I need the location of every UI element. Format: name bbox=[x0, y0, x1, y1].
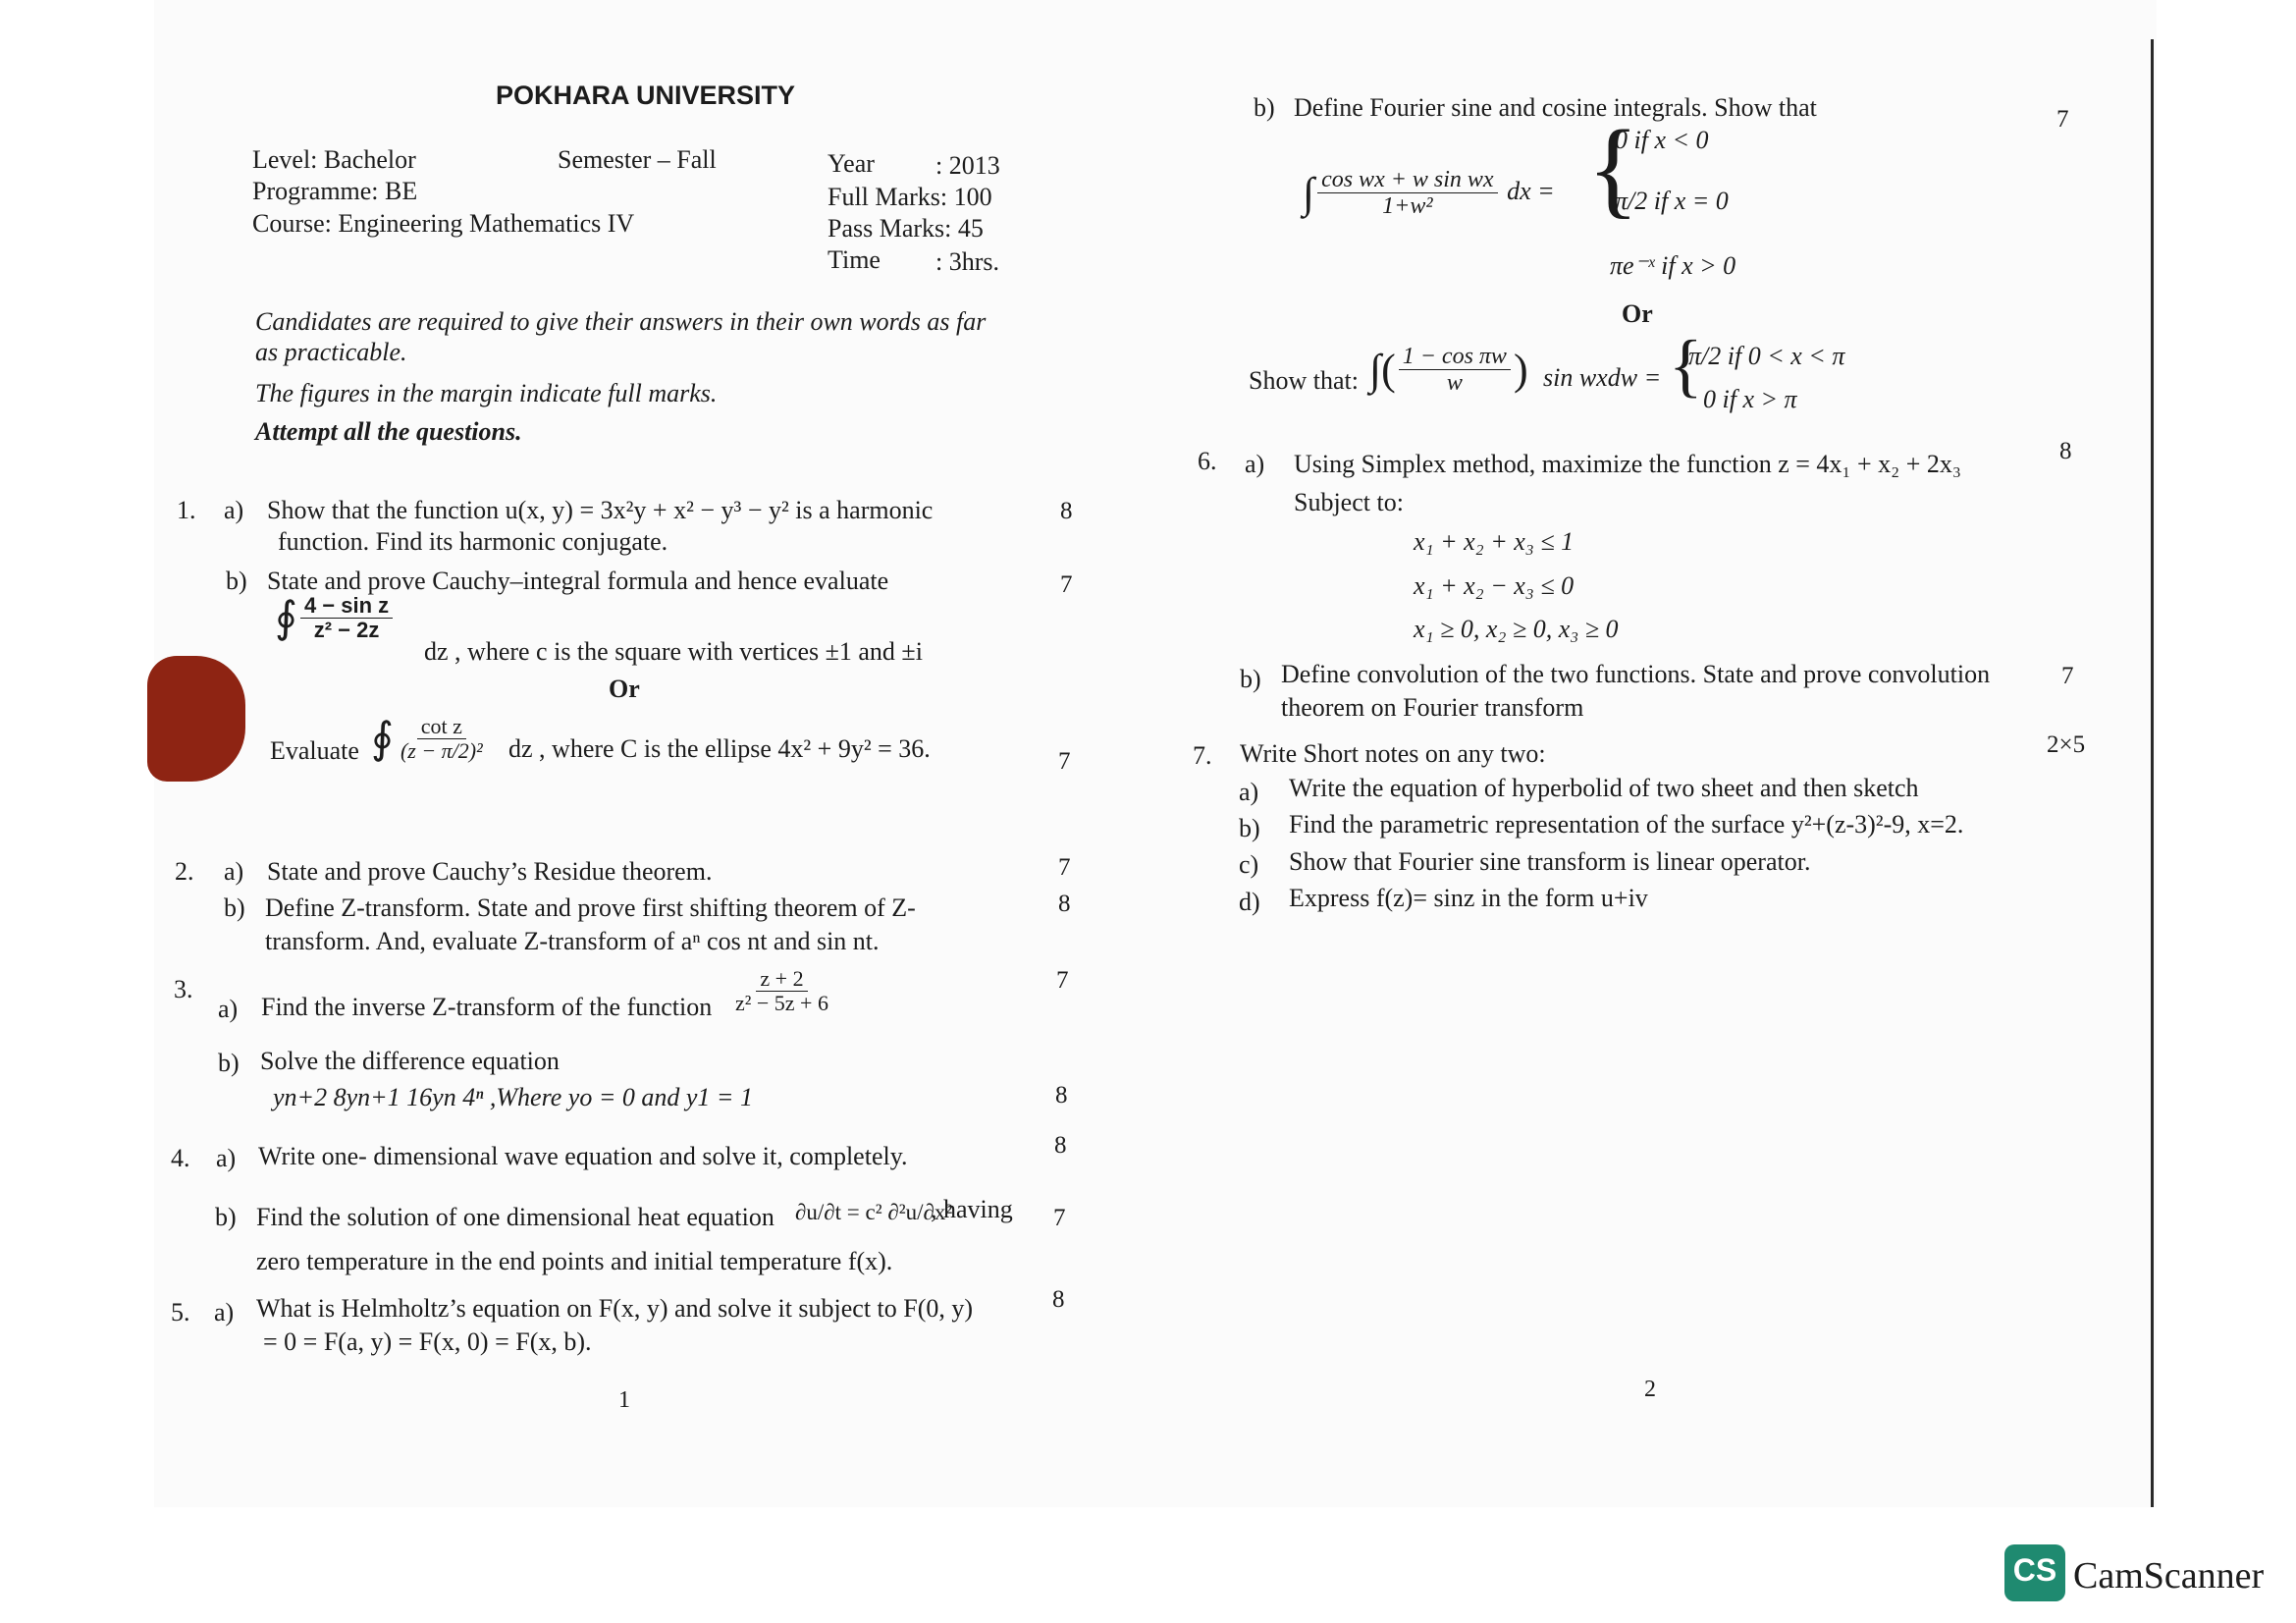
integrand-numerator: cot z bbox=[417, 715, 466, 739]
question-number: 6. bbox=[1198, 447, 1217, 475]
marks: 2×5 bbox=[2047, 731, 2086, 758]
cases-brace: { bbox=[1587, 108, 1639, 228]
contour-integral-sign: ∮ bbox=[371, 714, 394, 763]
question-number: 1. bbox=[177, 496, 196, 524]
or-separator: Or bbox=[609, 675, 640, 703]
list-item: Express f(z)= sinz in the form u+iv bbox=[1289, 884, 1648, 912]
page-number: 1 bbox=[618, 1387, 630, 1413]
question-text: dz , where c is the square with vertices ±1 and ±i bbox=[424, 637, 923, 666]
cases-brace: { bbox=[1669, 326, 1703, 405]
case-line: πe⁻ˣ if x > 0 bbox=[1610, 251, 1736, 280]
integrand-denominator: 1+w² bbox=[1382, 193, 1433, 220]
question-part-label: b) bbox=[226, 567, 247, 595]
marks: 7 bbox=[1058, 854, 1071, 881]
question-text: function. Find its harmonic conjugate. bbox=[278, 527, 668, 556]
list-item-label: c) bbox=[1239, 850, 1259, 879]
question-text: Using Simplex method, maximize the function z = 4x₁ + x₂ + 2x₃ bbox=[1294, 450, 1961, 478]
time-label: Time bbox=[828, 245, 881, 274]
fraction-numerator: z + 2 bbox=[756, 967, 807, 992]
question-text: Define Z-transform. State and prove first shifting theorem of Z- bbox=[265, 893, 916, 922]
marks: 8 bbox=[1052, 1286, 1065, 1313]
question-part-label: b) bbox=[215, 1203, 237, 1231]
time-value: : 3hrs. bbox=[935, 247, 999, 276]
marks: 7 bbox=[1056, 967, 1069, 994]
marks: 7 bbox=[1060, 571, 1073, 598]
question-text: , having bbox=[931, 1195, 1013, 1223]
marks: 8 bbox=[1058, 891, 1071, 917]
marks: 7 bbox=[1058, 748, 1071, 775]
evaluate-integral: ∮ $\frac{\text{cot z}}{\text{(z − π/2)²}}$ bbox=[371, 714, 483, 764]
instruction-line: Candidates are required to give their answers in their own words as far bbox=[255, 307, 987, 336]
question-text: sin wxdw = bbox=[1543, 363, 1662, 392]
programme: Programme: BE bbox=[252, 177, 418, 205]
pass-marks: Pass Marks: 45 bbox=[828, 214, 984, 243]
question-number: 7. bbox=[1193, 741, 1212, 770]
list-item-label: a) bbox=[1239, 778, 1259, 806]
case-line: 0 if x > π bbox=[1703, 385, 1797, 413]
difference-equation: yn+2 8yn+1 16yn 4ⁿ ,Where yo = 0 and y1 = 1 bbox=[273, 1083, 753, 1111]
course: Course: Engineering Mathematics IV bbox=[252, 209, 635, 238]
question-number: 4. bbox=[171, 1144, 190, 1172]
question-text: State and prove Cauchy–integral formula and hence evaluate bbox=[267, 567, 889, 595]
integrand-denominator: z² − 2z bbox=[313, 618, 380, 643]
contour-integral-sign: ∮ bbox=[275, 593, 297, 642]
list-item: Find the parametric representation of the surface y²+(z-3)²-9, x=2. bbox=[1289, 810, 1964, 839]
list-item-label: d) bbox=[1239, 888, 1260, 916]
list-item-label: b) bbox=[1239, 814, 1260, 842]
camscanner-label: CamScanner bbox=[2073, 1555, 2265, 1596]
marks: 8 bbox=[1055, 1082, 1068, 1109]
integrand-numerator: cos wx + w sin wx bbox=[1317, 167, 1498, 193]
question-part-label: a) bbox=[214, 1298, 235, 1326]
marks: 7 bbox=[2056, 106, 2069, 133]
subject-to: Subject to: bbox=[1294, 488, 1404, 516]
question-part-label: a) bbox=[1245, 450, 1265, 478]
question-part-label: b) bbox=[224, 893, 245, 922]
fraction-denominator: z² − 5z + 6 bbox=[735, 991, 828, 1016]
question-text: Write one- dimensional wave equation and solve it, completely. bbox=[258, 1142, 908, 1170]
question-number: 2. bbox=[175, 857, 194, 886]
marks: 8 bbox=[2059, 438, 2072, 464]
integral-sign: ∫ bbox=[1303, 168, 1315, 217]
question-part-label: b) bbox=[1254, 93, 1275, 122]
question-text: transform. And, evaluate Z-transform of aⁿ cos nt and sin nt. bbox=[265, 927, 880, 955]
question-text: zero temperature in the end points and initial temperature f(x). bbox=[256, 1247, 893, 1275]
case-line: π/2 if 0 < x < π bbox=[1688, 342, 1845, 370]
instruction-line: Attempt all the questions. bbox=[255, 417, 522, 446]
question-text: What is Helmholtz’s equation on F(x, y) and solve it subject to F(0, y) bbox=[256, 1294, 974, 1323]
question-part-label: b) bbox=[1240, 665, 1261, 693]
case-line: π/2 if x = 0 bbox=[1615, 187, 1729, 215]
fourier-integral: ∫ $\frac{\text{cos wx + w sin wx}}{\text{1+w²}}$ dx = bbox=[1303, 167, 1555, 220]
question-number: 3. bbox=[174, 975, 193, 1003]
marks: 8 bbox=[1054, 1132, 1067, 1159]
scan-edge-line bbox=[2151, 39, 2154, 1507]
level: Level: Bachelor bbox=[252, 145, 416, 174]
question-text: Define Fourier sine and cosine integrals. Show that bbox=[1294, 93, 1817, 122]
fraction-denominator: w bbox=[1446, 370, 1463, 397]
fraction-numerator: 1 − cos πw bbox=[1399, 344, 1511, 370]
question-text: State and prove Cauchy’s Residue theorem. bbox=[267, 857, 713, 886]
question-text: dz , where C is the ellipse 4x² + 9y² = 36. bbox=[508, 734, 931, 763]
contour-integral-formula bbox=[275, 594, 396, 642]
question-part-label: a) bbox=[218, 995, 239, 1023]
year-value: : 2013 bbox=[935, 151, 1000, 180]
evaluate-label: Evaluate bbox=[270, 736, 359, 765]
question-text: Show that the function u(x, y) = 3x²y + x² − y³ − y² is a harmonic bbox=[267, 496, 934, 524]
question-number: 5. bbox=[171, 1298, 190, 1326]
question-part-label: a) bbox=[224, 496, 244, 524]
page-number: 2 bbox=[1644, 1377, 1656, 1402]
inverse-z-fraction bbox=[728, 967, 835, 1015]
constraint: x₁ + x₂ − x₃ ≤ 0 bbox=[1414, 571, 1575, 600]
heat-equation: ∂u/∂t = c² ∂²u/∂x² bbox=[795, 1200, 953, 1224]
question-part-label: a) bbox=[224, 857, 244, 886]
year-label: Year bbox=[828, 149, 875, 178]
show-integral: ∫( $\frac{\text{1 − cos πw}}{w}$ ) bbox=[1369, 344, 1528, 397]
question-text: = 0 = F(a, y) = F(x, 0) = F(x, b). bbox=[263, 1327, 592, 1356]
camscanner-logo-icon: CS bbox=[2004, 1544, 2065, 1601]
question-text: Write Short notes on any two: bbox=[1240, 739, 1546, 768]
instruction-line: The figures in the margin indicate full marks. bbox=[255, 379, 718, 407]
constraint: x₁ ≥ 0, x₂ ≥ 0, x₃ ≥ 0 bbox=[1414, 615, 1619, 643]
marks: 7 bbox=[1053, 1205, 1066, 1231]
question-text: Define convolution of the two functions. State and prove convolution bbox=[1281, 660, 1991, 688]
semester: Semester – Fall bbox=[558, 145, 717, 174]
constraint: x₁ + x₂ + x₃ ≤ 1 bbox=[1414, 527, 1575, 556]
integrand-numerator: 4 − sin z bbox=[300, 594, 393, 619]
show-label: Show that: bbox=[1249, 366, 1359, 395]
question-text: theorem on Fourier transform bbox=[1281, 693, 1584, 722]
list-item: Write the equation of hyperbolid of two sheet and then sketch bbox=[1289, 774, 1919, 802]
question-part-label: b) bbox=[218, 1049, 240, 1077]
full-marks: Full Marks: 100 bbox=[828, 183, 992, 211]
question-part-label: a) bbox=[216, 1144, 237, 1172]
instruction-line: as practicable. bbox=[255, 338, 407, 366]
thumb-shadow bbox=[147, 656, 245, 782]
question-text: Find the solution of one dimensional heat equation bbox=[256, 1203, 774, 1231]
university-title: POKHARA UNIVERSITY bbox=[496, 81, 796, 110]
case-line: 0 if x < 0 bbox=[1615, 126, 1709, 154]
marks: 8 bbox=[1060, 498, 1073, 524]
question-text: Solve the difference equation bbox=[260, 1047, 560, 1075]
list-item: Show that Fourier sine transform is linear operator. bbox=[1289, 847, 1811, 876]
or-separator: Or bbox=[1622, 299, 1653, 328]
integral-sign: ∫ bbox=[1369, 345, 1382, 394]
question-text: Find the inverse Z-transform of the function bbox=[261, 993, 713, 1021]
marks: 7 bbox=[2061, 663, 2074, 689]
